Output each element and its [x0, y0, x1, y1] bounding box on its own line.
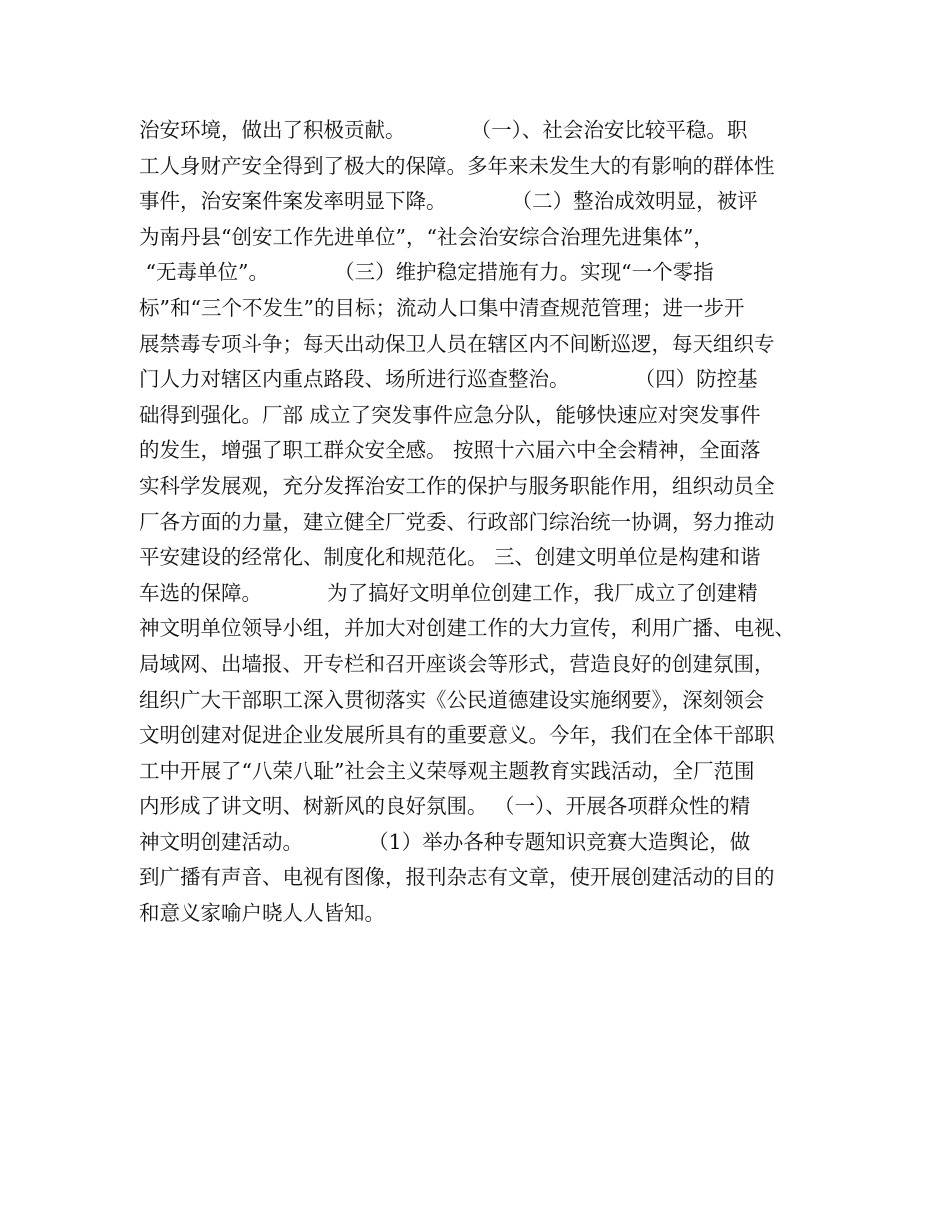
text-line: 组织广大干部职工深入贯彻落实《公民道德建设实施纲要》，深刻领会 — [139, 687, 765, 712]
text-line: 到广播有声音、电视有图像，报刊杂志有文章，使开展创建活动的目的 — [139, 865, 775, 890]
text-line: 治安环境，做出了积极贡献。 （一）、社会治安比较平稳。职 — [139, 118, 748, 142]
text-line: 工人身财产安全得到了极大的保障。多年来未发生大的有影响的群体性 — [139, 153, 775, 178]
text-line: 工中开展了“八荣八耻”社会主义荣辱观主题教育实践活动，全厂范围 — [139, 758, 755, 783]
text-line: 的发生，增强了职工群众安全感。 按照十六届六中全会精神，全面落 — [139, 438, 761, 463]
text-line: 实科学发展观，充分发挥治安工作的保护与服务职能作用，组织动员全 — [139, 473, 775, 498]
text-line: 文明创建对促进企业发展所具有的重要意义。今年，我们在全体干部职 — [139, 723, 775, 748]
text-line: 平安建设的经常化、制度化和规范化。 三、创建文明单位是构建和谐 — [139, 545, 761, 570]
body-paragraph — [139, 113, 829, 932]
text-line: 和意义家喻户晓人人皆知。 — [139, 901, 385, 926]
text-line: 为南丹县“创安工作先进单位”，“社会治安综合治理先进集体”， — [139, 224, 714, 249]
text-line: 局域网、出墙报、开专栏和召开座谈会等形式，营造良好的创建氛围， — [139, 651, 775, 676]
text-line: 内形成了讲文明、树新风的良好氛围。 （一）、开展各项群众性的精 — [139, 794, 751, 819]
text-line: 础得到强化。厂部 成立了突发事件应急分队，能够快速应对突发事件 — [139, 402, 761, 427]
text-line: 门人力对辖区内重点路段、场所进行巡查整治。 （四）防控基 — [139, 367, 758, 392]
text-line: 事件，治安案件案发率明显下降。 （二）整治成效明显，被评 — [139, 189, 758, 214]
text-line: 展禁毒专项斗争；每天出动保卫人员在辖区内不间断巡逻，每天组织专 — [139, 331, 775, 356]
text-line: 神文明单位领导小组，并加大对创建工作的大力宣传，利用广播、电视、 — [139, 616, 795, 641]
text-line: “无毒单位”。 （三）维护稳定措施有力。实现“一个零指 — [139, 260, 714, 285]
text-line: 神文明创建活动。 （1）举办各种专题知识竞赛大造舆论，做 — [139, 829, 751, 854]
text-line: 厂各方面的力量，建立健全厂党委、行政部门综治统一协调，努力推动 — [139, 509, 775, 534]
text-line: 标”和“三个不发生”的目标；流动人口集中清查规范管理；进一步开 — [139, 295, 745, 320]
text-line: 车选的保障。 为了搞好文明单位创建工作，我厂成立了创建精 — [139, 580, 758, 605]
